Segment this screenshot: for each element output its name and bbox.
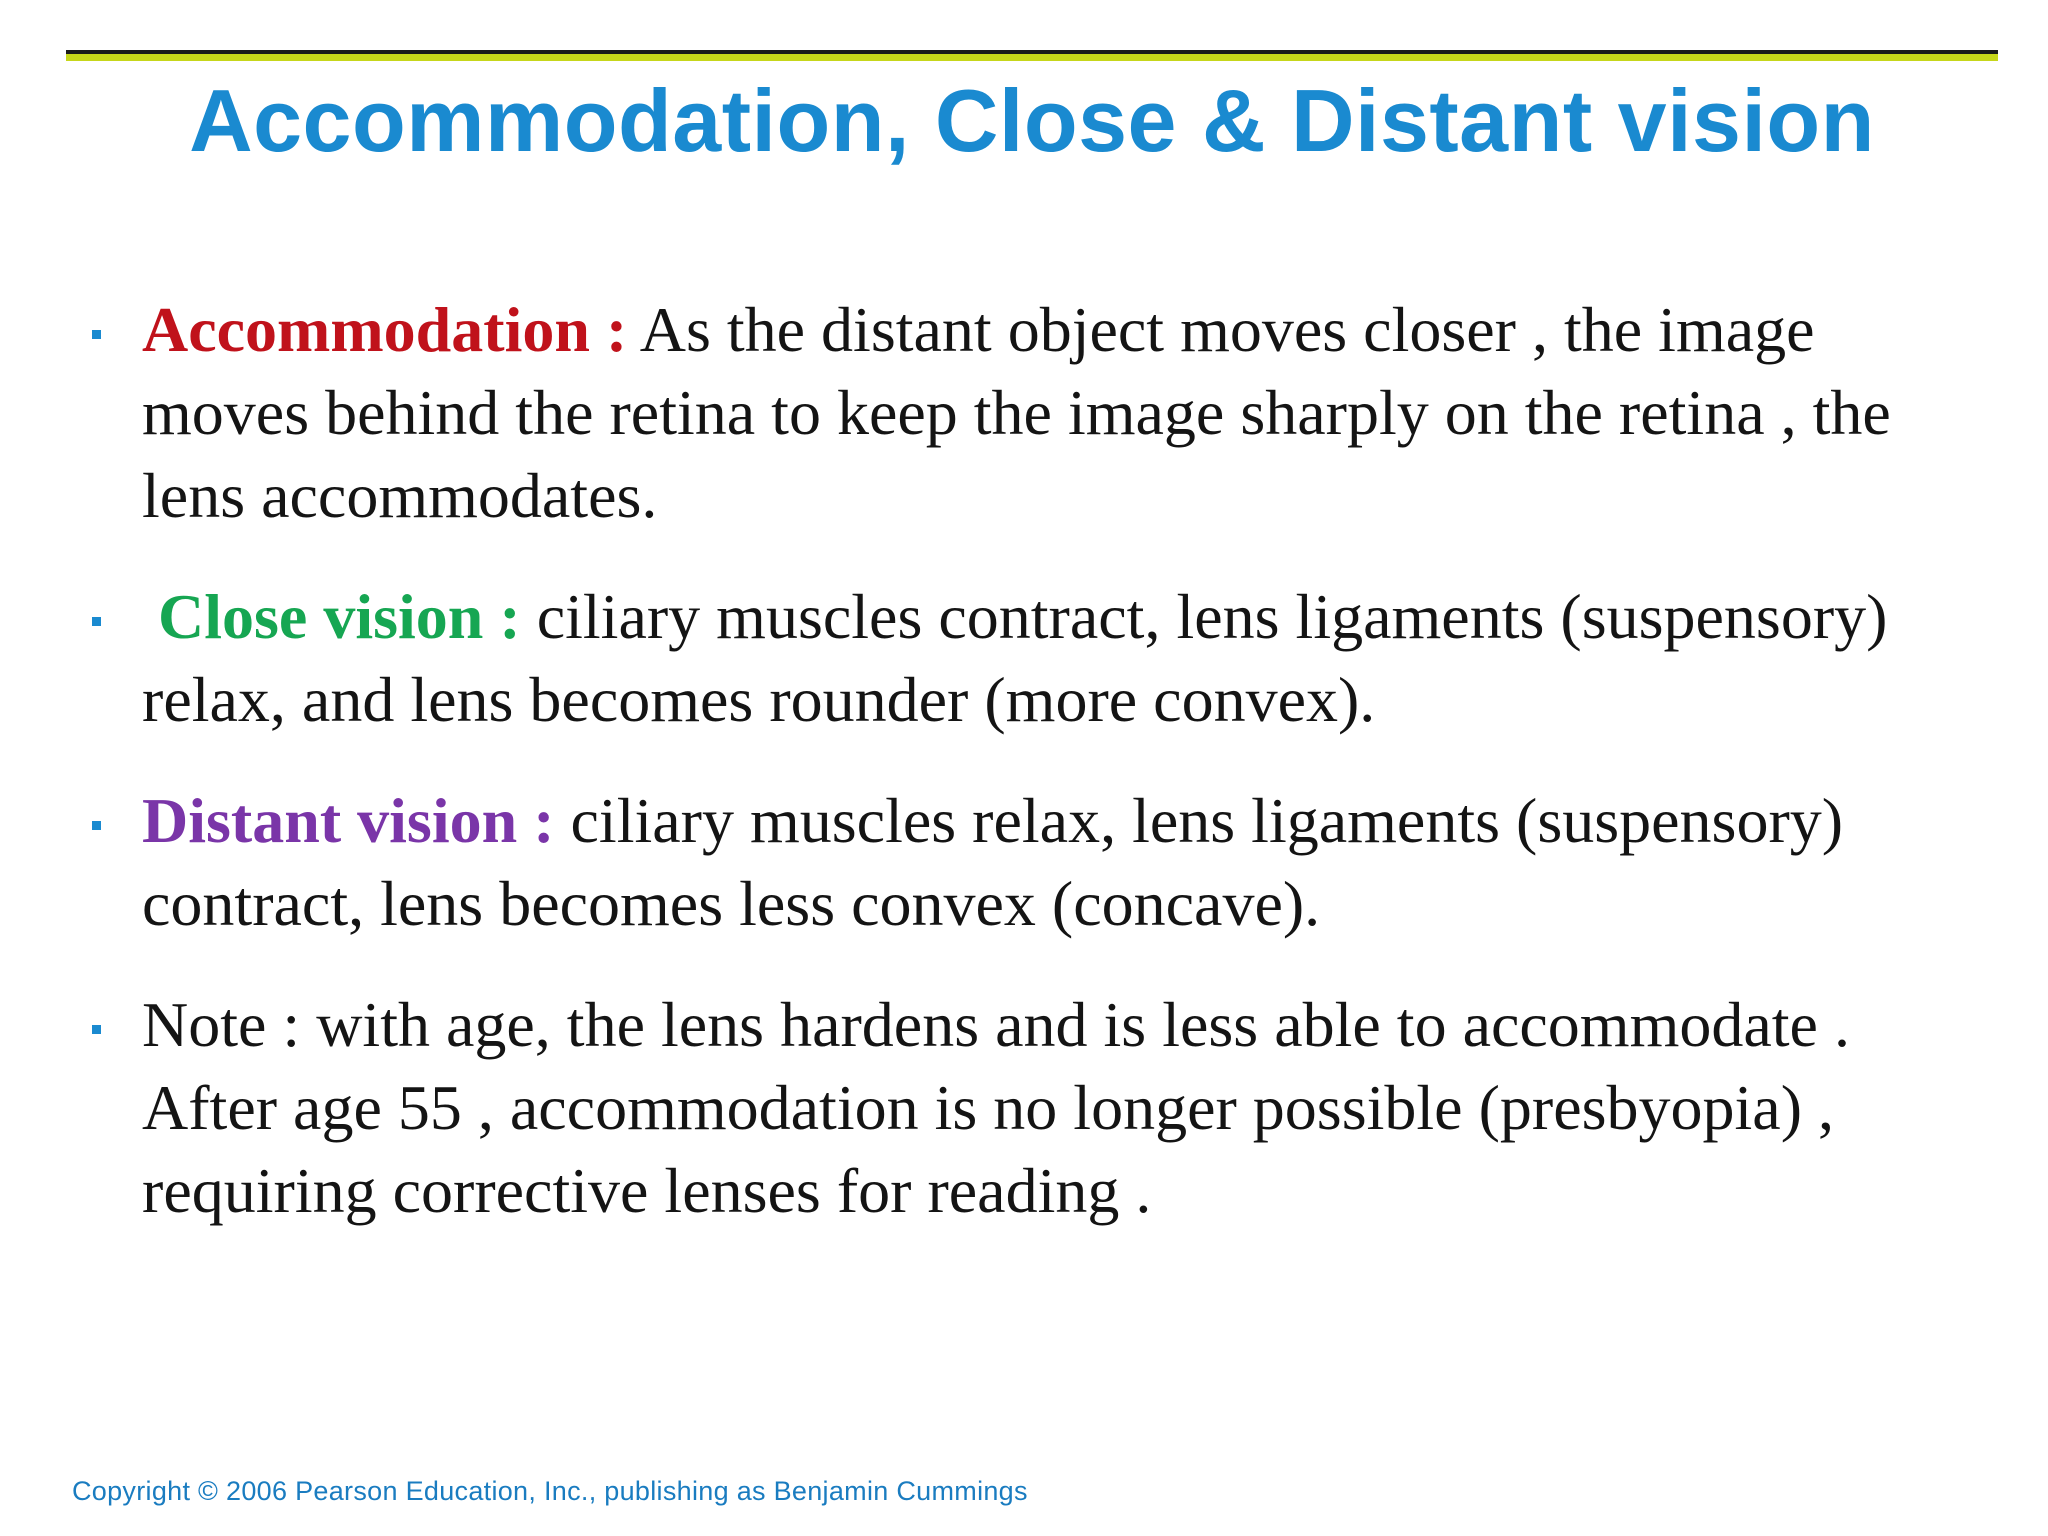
bullet-distant-vision <box>88 779 1948 945</box>
slide-title: Accommodation, Close & Distant vision <box>189 71 1875 170</box>
bullet-square-icon <box>92 821 101 830</box>
bullet-text: Note : with age, the lens hardens and is less able to accommodate . After age 55 , accommodation is no longer possible (presbyopia) , requiring corrective lenses for reading . <box>142 989 1850 1226</box>
bullet-text: As the distant object moves closer , the image moves behind the retina to keep the image sharply on the retina , the lens accommodates. <box>142 294 1891 531</box>
term-accommodation: Accommodation : <box>142 294 628 365</box>
bullet-accommodation <box>88 288 1948 537</box>
bullet-note <box>88 983 1948 1232</box>
copyright-footer: Copyright © 2006 Pearson Education, Inc., publishing as Benjamin Cummings <box>72 1476 1028 1506</box>
bullet-text: ciliary muscles relax, lens ligaments (suspensory) contract, lens becomes less convex (concave). <box>142 785 1844 939</box>
term-close-vision: Close vision : <box>158 581 521 652</box>
bullet-square-icon <box>92 330 101 339</box>
bullet-list <box>88 288 1948 1270</box>
bullet-close-vision <box>88 575 1948 741</box>
bullet-text: ciliary muscles contract, lens ligaments (suspensory) relax, and lens becomes rounder (more convex). <box>142 581 1888 735</box>
bullet-square-icon <box>92 617 101 626</box>
top-rule-accent <box>66 54 1998 61</box>
term-distant-vision: Distant vision : <box>142 785 555 856</box>
bullet-square-icon <box>92 1025 101 1034</box>
